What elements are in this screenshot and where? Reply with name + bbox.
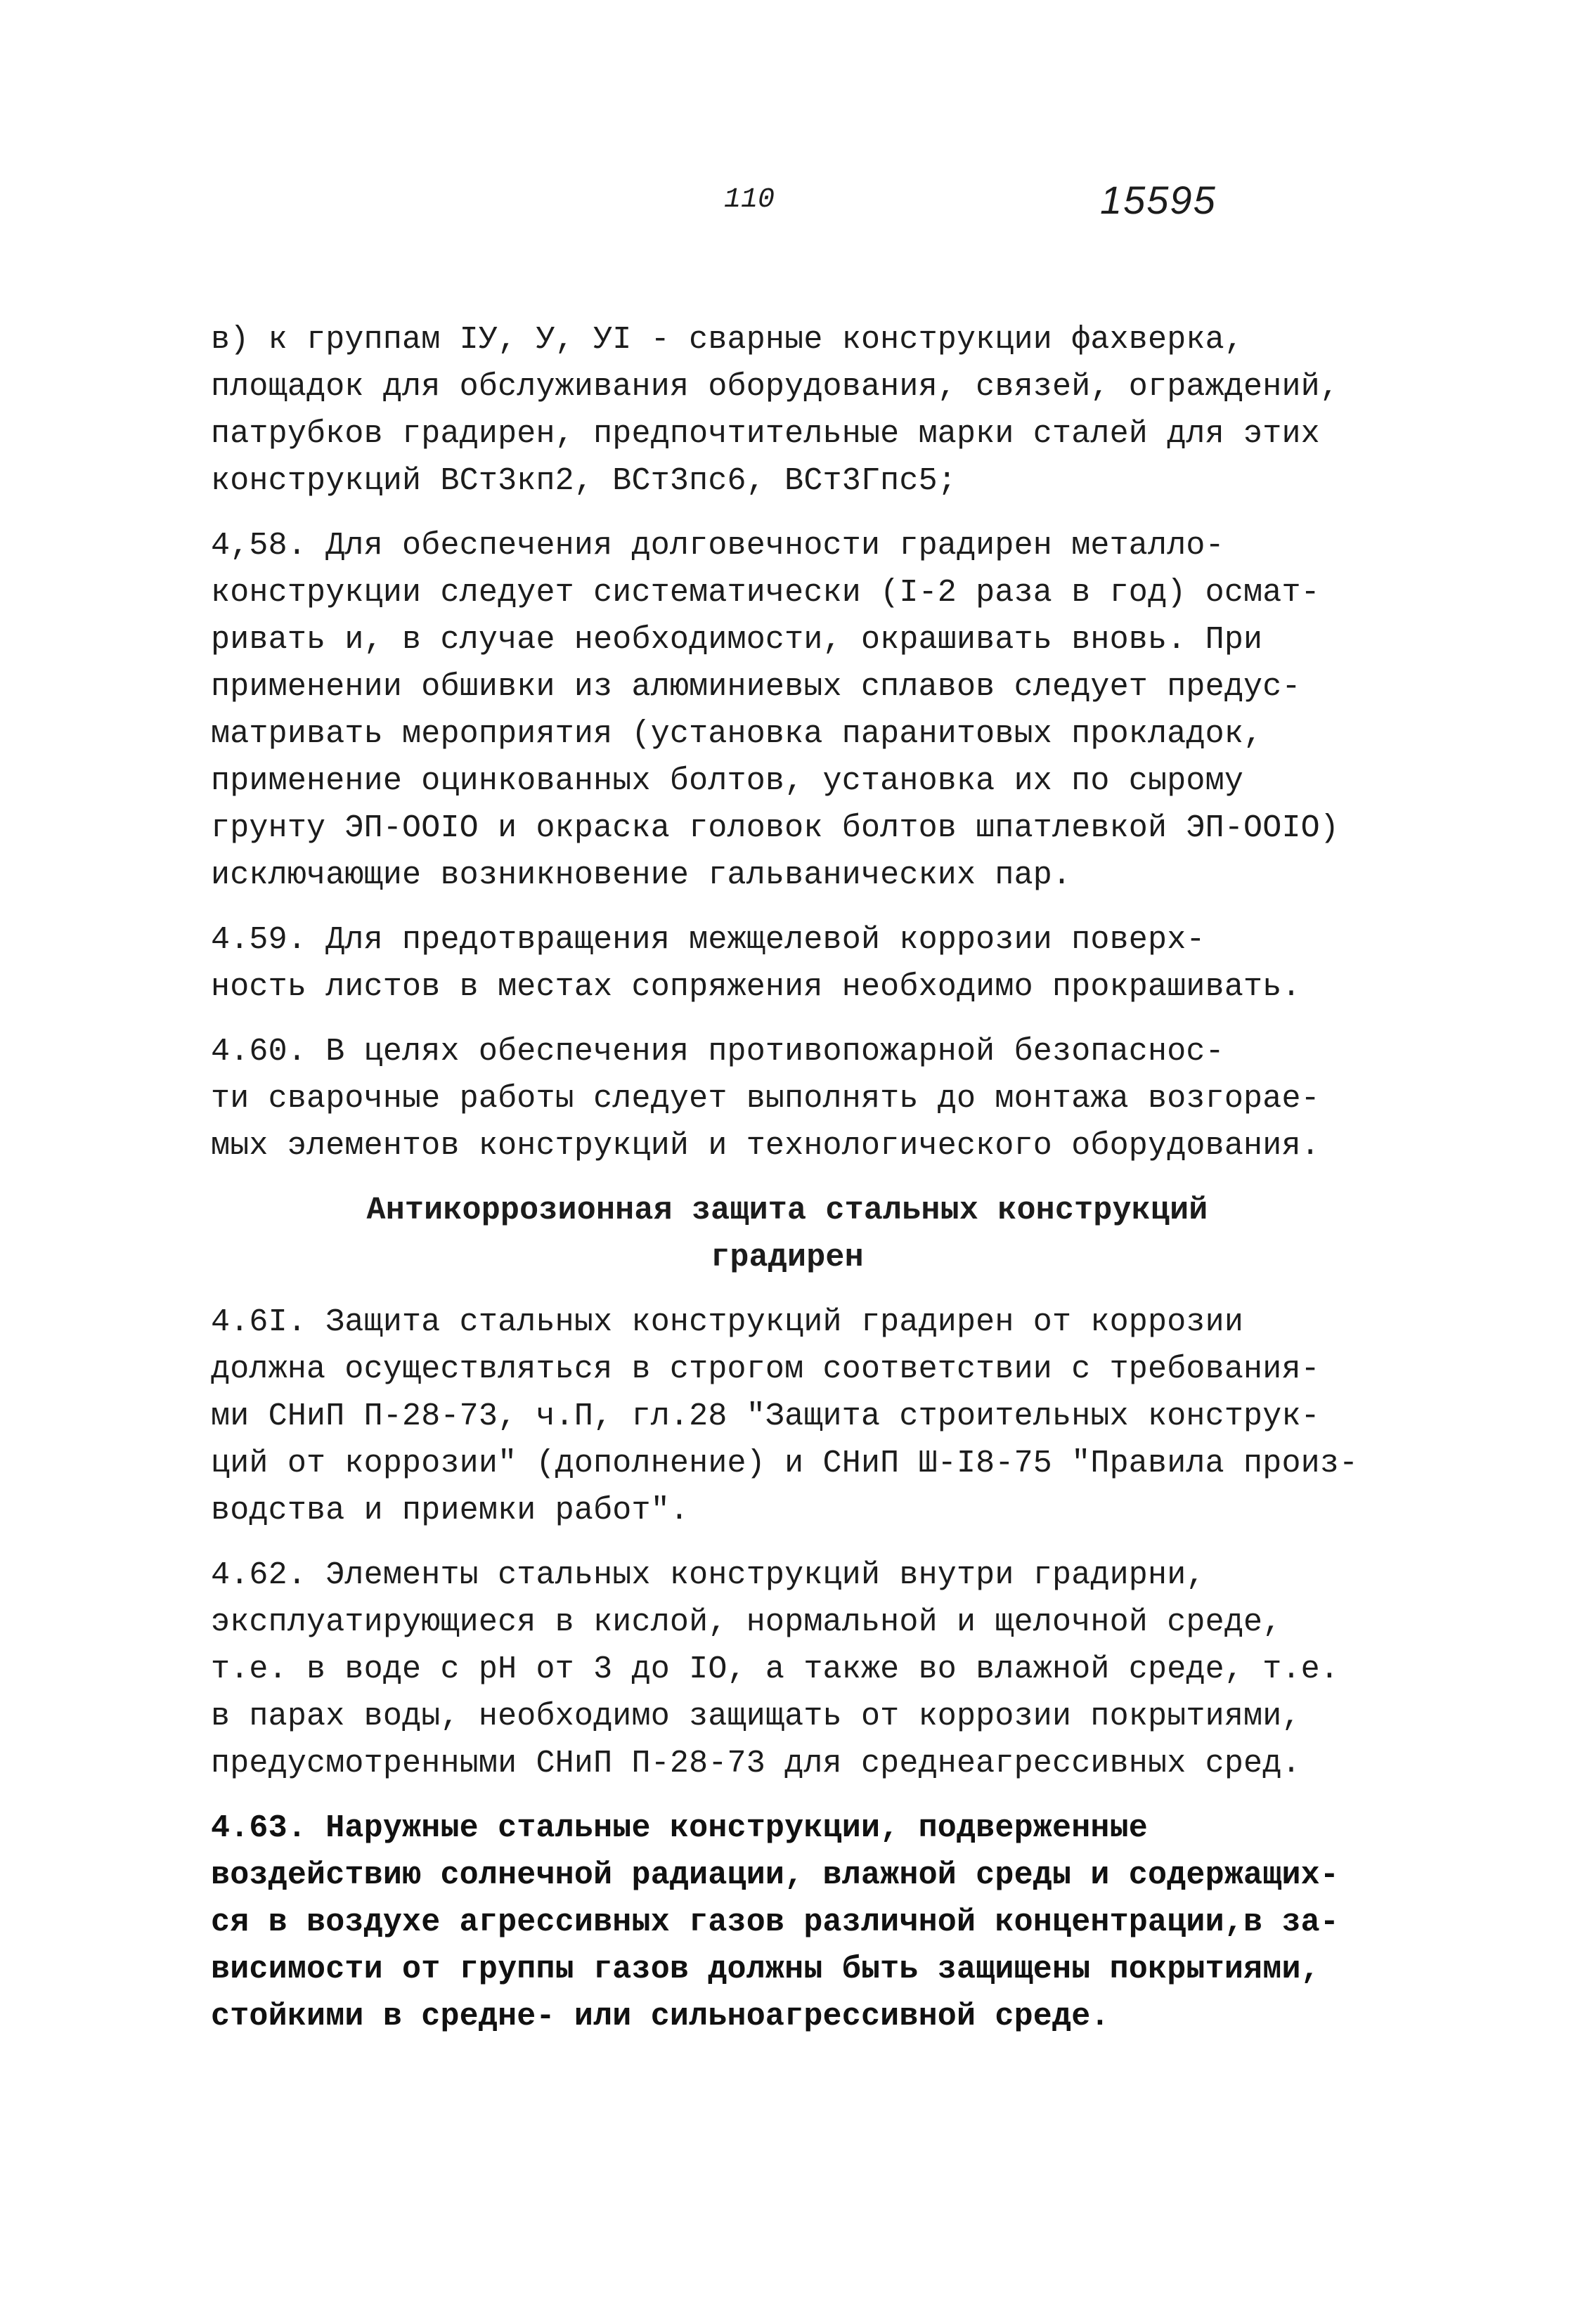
- document-body: [211, 316, 1448, 2058]
- paragraph-4-61: 4.6I. Защита стальных конструкций градирен от коррозии должна осуществляться в строгом соответствии с требования- ми СНиП П-28-73, ч.П, гл.28 "Защита строительных конструк- ций от коррозии" (дополнение) и СНиП Ш-I8-75 "Правила произ- водства и приемки работ".: [211, 1304, 1359, 1528]
- paragraph-4-58: 4,58. Для обеспечения долговечности градирен металло- конструкции следует систематически (I-2 раза в год) осмат- ривать и, в случае необходимости, окрашивать вновь. При применении обшивки из алюминиевых сплавов следует предус- матривать мероприятия (установка паранитовых прокладок, применение оцинкованных болтов, установка их по сырому грунту ЭП-ООIО и окраска головок болтов шпатлевкой ЭП-ООIО) исключающие возникновение гальванических пар.: [211, 528, 1340, 893]
- paragraph-4-63: 4.63. Наружные стальные конструкции, подверженные воздействию солнечной радиации, влажной среды и содержащих- ся в воздухе агрессивных газов различной концентрации,в за- висимости от группы газов должны быть защищены покрытиями, стойкими в средне- или сильноагрессивной среде.: [211, 1810, 1340, 2034]
- paragraph-v: в) к группам IУ, У, УI - сварные конструкции фахверка, площадок для обслуживания оборудования, связей, ограждений, патрубков градирен, предпочтительные марки сталей для этих конструкций ВСт3кп2, ВСт3пс6, ВСт3Гпс5;: [211, 322, 1340, 499]
- paragraph-4-62: 4.62. Элементы стальных конструкций внутри градирни, эксплуатирующиеся в кислой, нормальной и щелочной среде, т.е. в воде с рН от 3 до IО, а также во влажной среде, т.е. в парах воды, необходимо защищать от коррозии покрытиями, предусмотренными СНиП П-28-73 для среднеагрессивных сред.: [211, 1557, 1340, 1781]
- page-number: 110: [724, 184, 775, 216]
- paragraph-4-60: 4.60. В целях обеспечения противопожарной безопаснос- ти сварочные работы следует выполнять до монтажа возгорае- мых элементов конструкций и технологического оборудования.: [211, 1034, 1320, 1164]
- section-heading: Антикоррозионная защита стальных конструкций градирен: [366, 1193, 1208, 1275]
- paragraph-4-59: 4.59. Для предотвращения межщелевой коррозии поверх- ность листов в местах сопряжения необходимо прокрашивать.: [211, 922, 1301, 1005]
- document-code: 15595: [1100, 178, 1217, 222]
